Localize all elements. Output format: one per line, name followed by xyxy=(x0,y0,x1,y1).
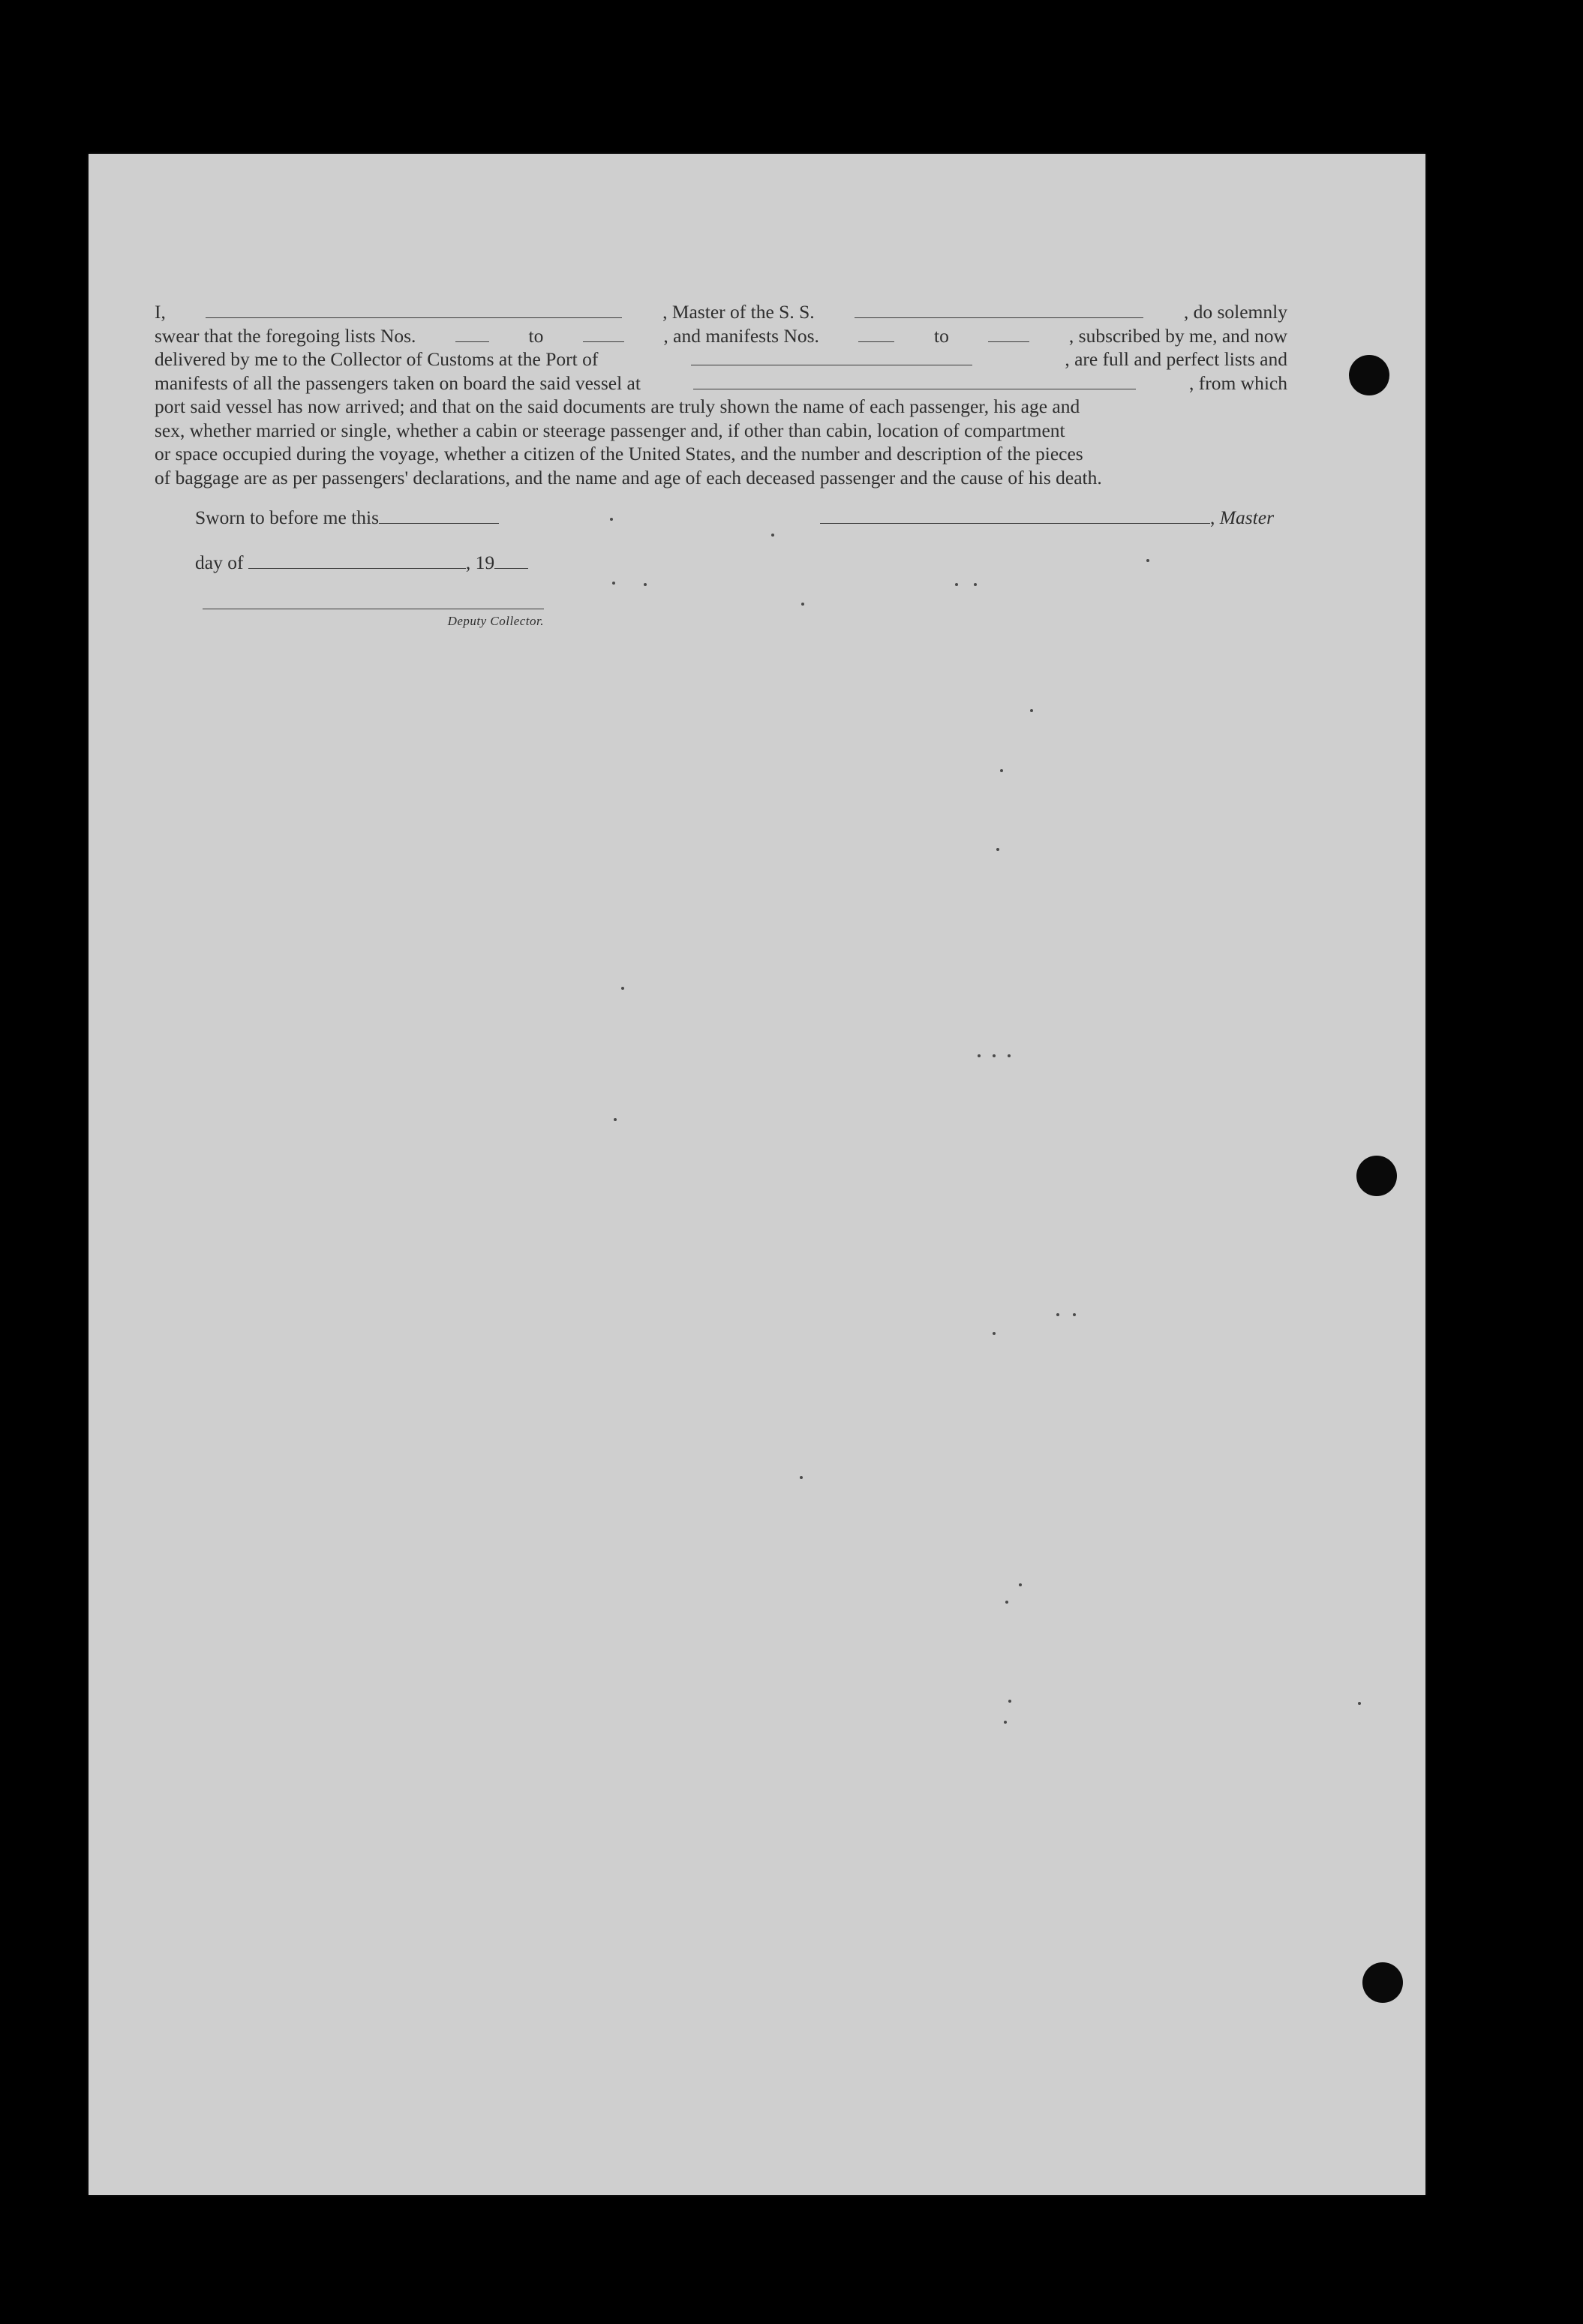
scan-speck xyxy=(612,582,615,585)
master-signature-blank xyxy=(820,509,1210,524)
manifests-to-blank xyxy=(988,326,1029,341)
departure-port-blank xyxy=(693,374,1136,389)
scan-speck xyxy=(974,583,977,586)
oath-text: or space occupied during the voyage, whether a citizen of the United States, and the number and description of the pieces xyxy=(155,443,1083,464)
year-blank xyxy=(494,554,528,569)
oath-text: , from which xyxy=(1188,371,1287,394)
scan-speck xyxy=(1000,769,1003,772)
scan-speck xyxy=(996,848,999,851)
scan-speck xyxy=(800,1476,803,1479)
sworn-text: Sworn to before me this xyxy=(195,507,380,528)
oath-text: , and manifests Nos. xyxy=(663,324,819,347)
oath-text: , Master of the S. S. xyxy=(662,301,815,323)
scan-speck xyxy=(993,1054,996,1057)
year-prefix: , 19 xyxy=(465,552,495,573)
scan-speck xyxy=(1358,1702,1361,1705)
oath-line-2 xyxy=(155,324,1287,348)
scan-speck xyxy=(614,1118,617,1121)
oath-text: port said vessel has now arrived; and that on the said documents are truly shown the name of each passenger, his age and xyxy=(155,395,1080,417)
oath-text: delivered by me to the Collector of Customs at the Port of xyxy=(155,348,599,370)
scan-speck xyxy=(1004,1721,1007,1724)
port-blank xyxy=(691,350,972,365)
scan-speck xyxy=(1019,1583,1022,1586)
month-blank xyxy=(248,554,466,569)
sworn-statement xyxy=(195,507,499,529)
punch-hole-bottom xyxy=(1362,1962,1403,2003)
oath-line-8 xyxy=(155,466,1287,490)
ship-name-blank xyxy=(855,303,1143,318)
sworn-date-blank xyxy=(379,509,499,524)
scan-speck xyxy=(993,1332,996,1335)
day-of-text: day of xyxy=(195,552,244,573)
lists-to-blank xyxy=(583,326,624,341)
oath-text: to xyxy=(933,324,949,347)
scan-speck xyxy=(1008,1700,1011,1703)
oath-text: sex, whether married or single, whether a cabin or steerage passenger and, if other than cabin, location of compartment xyxy=(155,419,1065,441)
scan-speck xyxy=(644,583,647,586)
master-name-blank xyxy=(206,303,622,318)
oath-line-1 xyxy=(155,300,1287,324)
scan-speck xyxy=(1073,1313,1076,1316)
scan-speck xyxy=(771,534,774,537)
master-role: Master xyxy=(1219,507,1274,528)
oath-line-6 xyxy=(155,419,1287,443)
punch-hole-top xyxy=(1349,355,1389,395)
master-suffix: , xyxy=(1210,507,1215,528)
document-page xyxy=(89,154,1425,2195)
oath-text: to xyxy=(528,324,544,347)
master-signature xyxy=(820,507,1274,529)
scan-speck xyxy=(621,987,624,990)
oath-line-5 xyxy=(155,395,1287,419)
manifests-from-blank xyxy=(858,326,894,341)
oath-text: , subscribed by me, and now xyxy=(1068,324,1287,347)
scan-speck xyxy=(1056,1313,1059,1316)
scan-speck xyxy=(1008,1054,1011,1057)
deputy-signature-line xyxy=(203,608,544,609)
scan-speck xyxy=(610,518,613,521)
oath-line-4 xyxy=(155,371,1287,395)
oath-text: , do solemnly xyxy=(1183,301,1287,323)
scan-speck xyxy=(1146,559,1149,562)
lists-from-blank xyxy=(455,326,489,341)
oath-text: , are full and perfect lists and xyxy=(1065,348,1287,370)
punch-hole-middle xyxy=(1356,1156,1397,1196)
oath-text: of baggage are as per passengers' declarations, and the name and age of each deceased passenger and the cause of his death. xyxy=(155,466,1102,489)
scan-speck xyxy=(1005,1601,1008,1604)
day-of-line xyxy=(195,552,528,574)
scan-speck xyxy=(978,1054,981,1057)
master-oath-paragraph xyxy=(155,300,1287,489)
scan-speck xyxy=(955,583,958,586)
deputy-collector-label: Deputy Collector. xyxy=(447,614,544,628)
oath-text: swear that the foregoing lists Nos. xyxy=(155,324,416,347)
scan-speck xyxy=(801,603,804,606)
oath-line-7 xyxy=(155,442,1287,466)
deputy-collector-signature xyxy=(203,608,544,629)
scan-speck xyxy=(1030,709,1033,712)
oath-line-3 xyxy=(155,347,1287,371)
oath-text: I, xyxy=(155,301,166,323)
oath-text: manifests of all the passengers taken on board the said vessel at xyxy=(155,371,641,394)
